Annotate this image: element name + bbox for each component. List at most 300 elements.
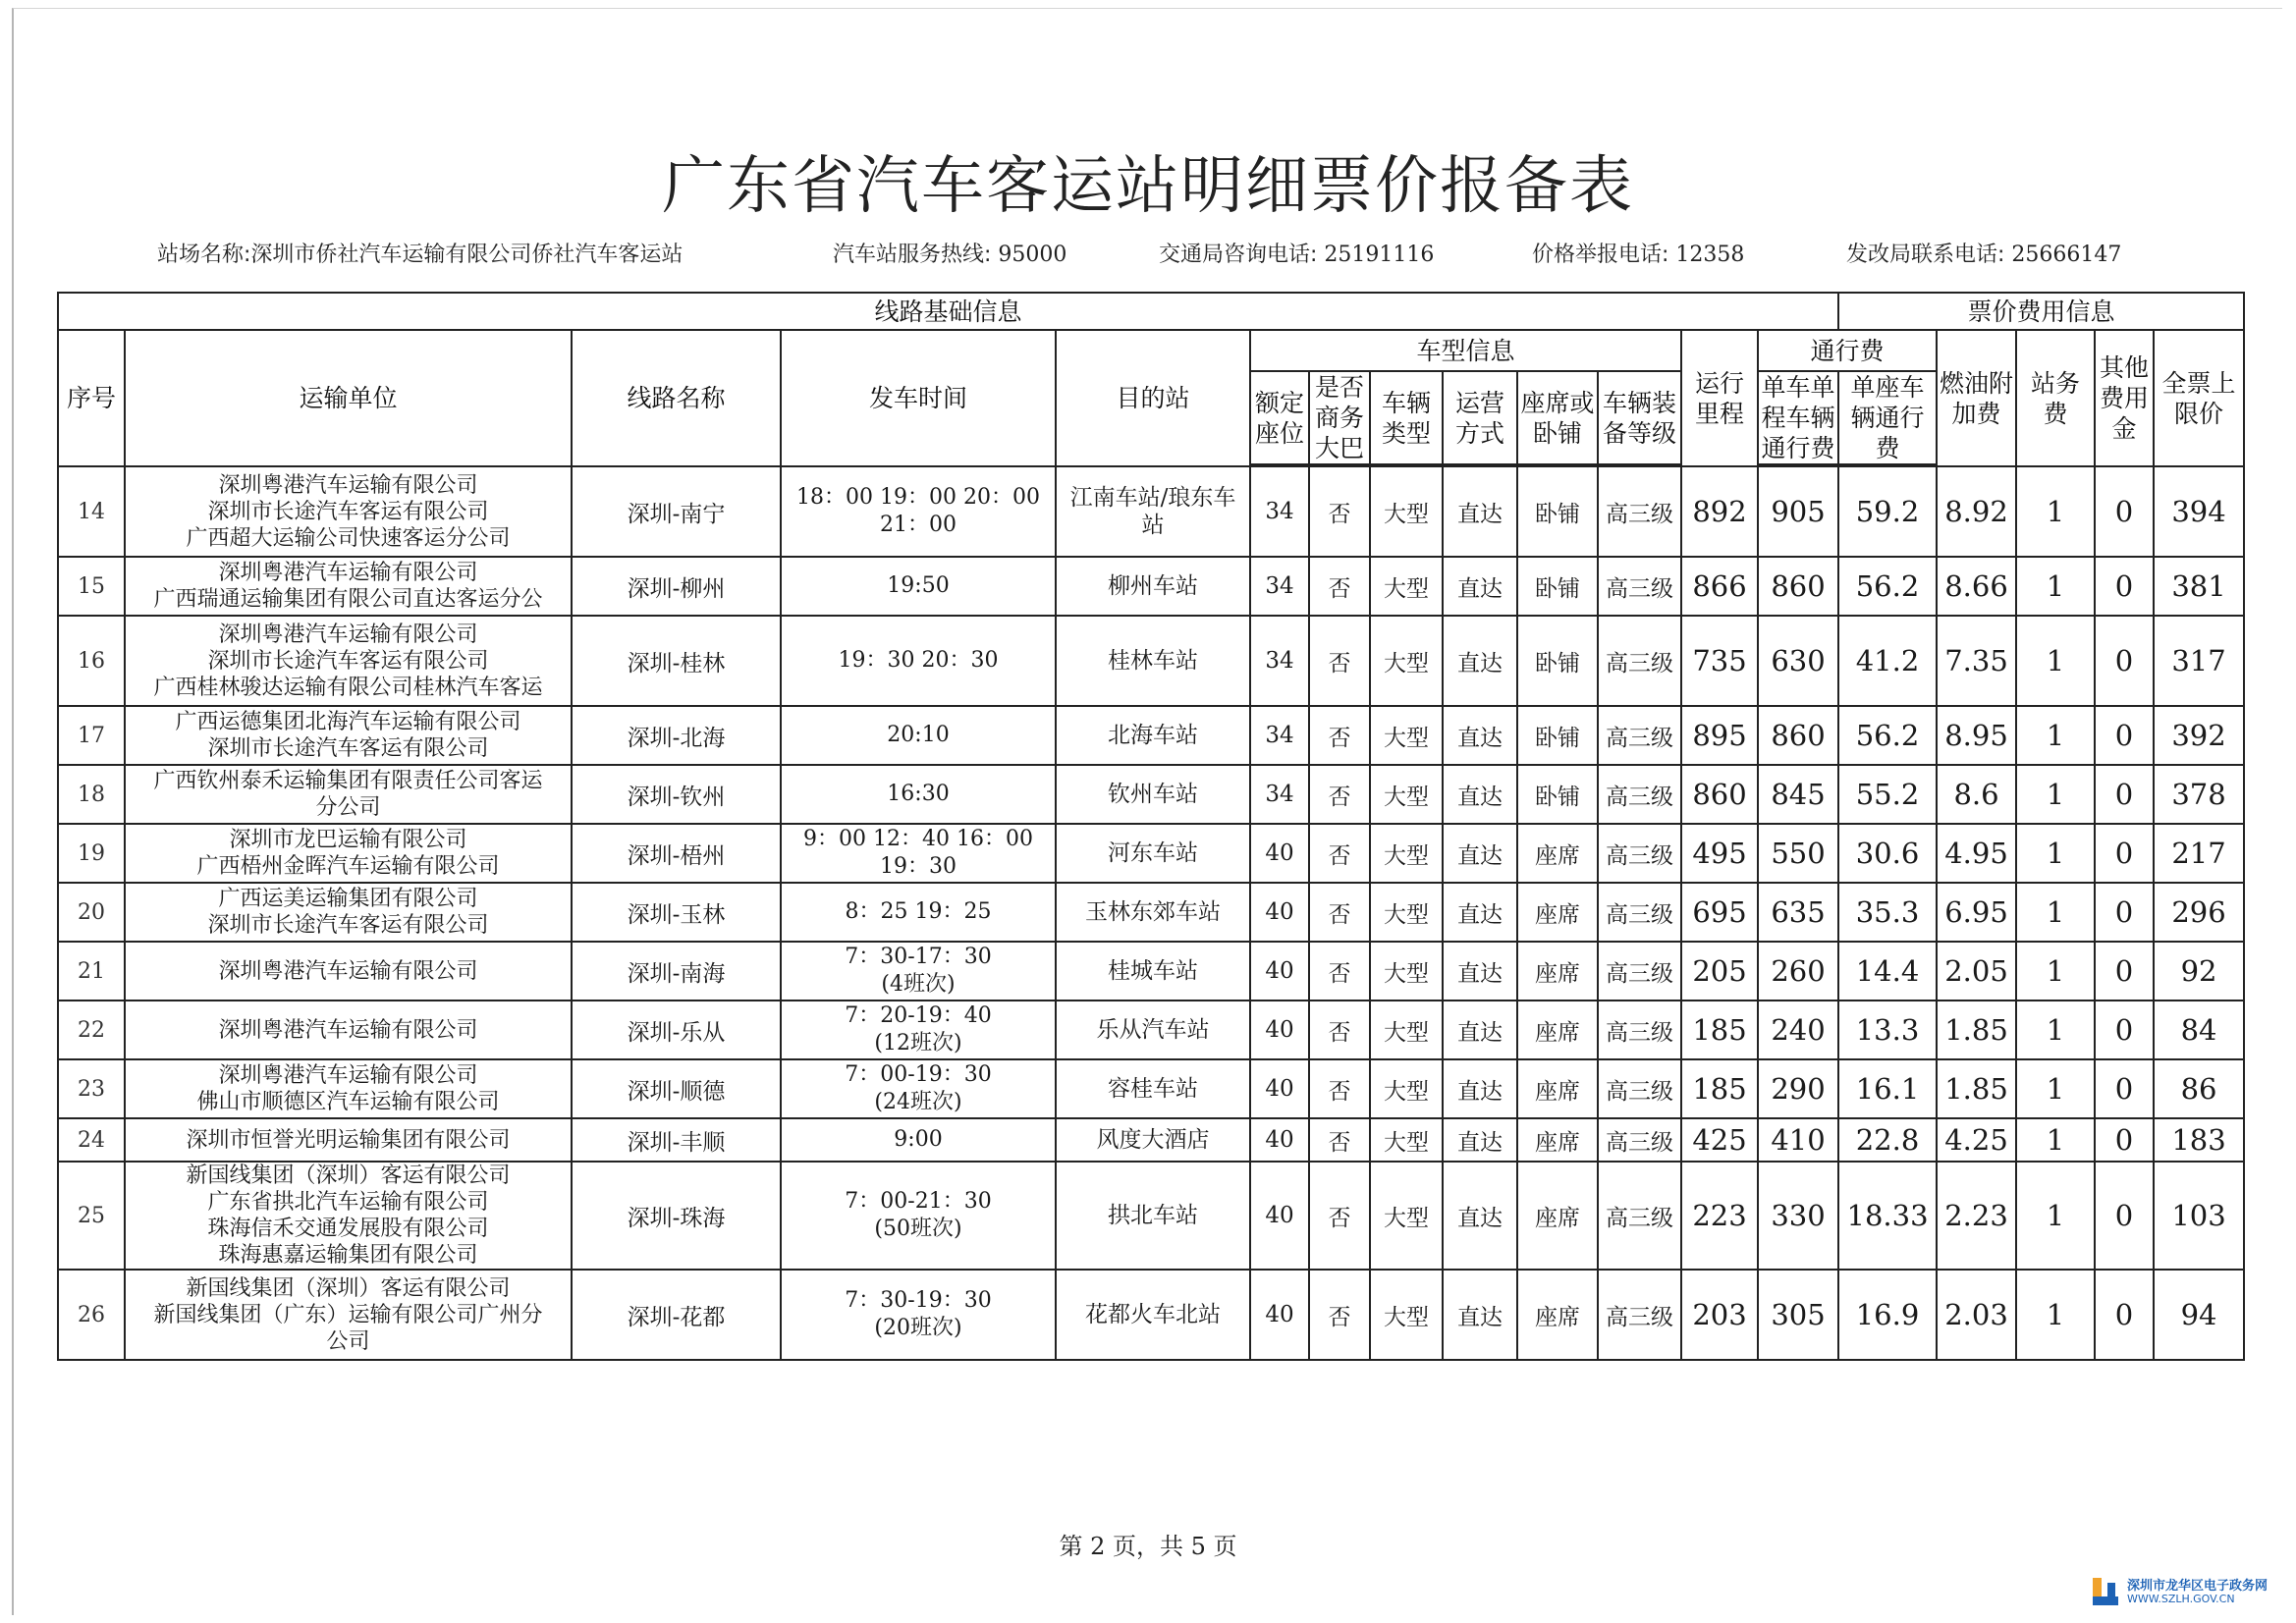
cell-departure (781, 1270, 1056, 1360)
transport-info (1159, 238, 1434, 268)
cell-mileage: 205 (1681, 942, 1758, 1001)
cell-operators (125, 1059, 572, 1118)
cell-toll-vehicle: 860 (1758, 706, 1838, 765)
cell-departure-line: 18：00 19：00 20：00 (796, 485, 1040, 510)
cell-toll-vehicle: 290 (1758, 1059, 1838, 1118)
cell-seq: 18 (58, 765, 125, 824)
cell-operators (125, 466, 572, 557)
cell-toll-seat: 56.2 (1838, 557, 1937, 616)
cell-operation: 直达 (1443, 1059, 1517, 1118)
price-label: 价格举报电话: (1532, 243, 1669, 267)
cell-route: 深圳-丰顺 (572, 1118, 781, 1162)
cell-mileage: 223 (1681, 1162, 1758, 1270)
cell-max-fare: 183 (2154, 1118, 2244, 1162)
cell-destination-line: 玉林东郊车站 (1085, 899, 1221, 925)
cell-seat-type: 卧铺 (1517, 466, 1598, 557)
cell-max-fare: 296 (2154, 883, 2244, 942)
cell-destination-line: 柳州车站 (1108, 573, 1198, 599)
table-row (58, 1059, 2244, 1118)
transport-label: 交通局咨询电话: (1159, 243, 1318, 267)
cell-seats: 34 (1250, 765, 1309, 824)
cell-grade: 高三级 (1598, 1118, 1681, 1162)
cell-toll-seat: 22.8 (1838, 1118, 1937, 1162)
cell-mileage: 895 (1681, 706, 1758, 765)
cell-business: 否 (1309, 466, 1370, 557)
cell-fuel: 4.25 (1937, 1118, 2016, 1162)
cell-seq: 17 (58, 706, 125, 765)
watermark-url: WWW.SZLH.GOV.CN (2127, 1593, 2235, 1605)
cell-other-fee: 0 (2095, 883, 2154, 942)
cell-operators-line: 新国线集团（广东）运输有限公司广州分 (153, 1302, 543, 1327)
cell-station-fee: 1 (2016, 942, 2095, 1001)
cell-toll-seat: 56.2 (1838, 706, 1937, 765)
cell-station-fee: 1 (2016, 616, 2095, 706)
cell-departure-line: 7：00-21：30 (845, 1189, 992, 1214)
cell-other-fee: 0 (2095, 824, 2154, 883)
cell-fuel: 4.95 (1937, 824, 2016, 883)
cell-fuel: 8.95 (1937, 706, 2016, 765)
cell-destination-line: 河东车站 (1108, 840, 1198, 866)
cell-destination (1056, 942, 1250, 1001)
cell-vehicle-type: 大型 (1370, 706, 1443, 765)
cell-seat-type: 座席 (1517, 1270, 1598, 1360)
cell-vehicle-type: 大型 (1370, 824, 1443, 883)
cell-operators-line: 深圳市长途汽车客运有限公司 (207, 499, 489, 524)
cell-operation: 直达 (1443, 466, 1517, 557)
cell-destination (1056, 1270, 1250, 1360)
cell-toll-vehicle: 860 (1758, 557, 1838, 616)
cell-station-fee: 1 (2016, 765, 2095, 824)
table-row (58, 1118, 2244, 1162)
header-operation: 运营方式 (1443, 371, 1517, 464)
cell-seq: 26 (58, 1270, 125, 1360)
cell-seats: 34 (1250, 557, 1309, 616)
cell-max-fare: 103 (2154, 1162, 2244, 1270)
cell-operators (125, 1001, 572, 1059)
cell-operators (125, 942, 572, 1001)
cell-fuel: 2.03 (1937, 1270, 2016, 1360)
cell-departure (781, 1001, 1056, 1059)
cell-seats: 40 (1250, 1001, 1309, 1059)
cell-operation: 直达 (1443, 765, 1517, 824)
cell-destination (1056, 1118, 1250, 1162)
cell-operators-line: 分公司 (315, 795, 381, 820)
cell-seq: 20 (58, 883, 125, 942)
cell-business: 否 (1309, 557, 1370, 616)
cell-seat-type: 座席 (1517, 883, 1598, 942)
header-max-fare: 全票上限价 (2154, 330, 2244, 466)
cell-grade: 高三级 (1598, 557, 1681, 616)
cell-departure-line: 16:30 (887, 782, 950, 806)
cell-destination (1056, 706, 1250, 765)
cell-operators-line: 深圳市长途汽车客运有限公司 (207, 736, 489, 761)
group-toll: 通行费 (1758, 330, 1937, 371)
cell-operators-line: 深圳粤港汽车运输有限公司 (218, 622, 478, 647)
cell-operators-line: 广西桂林骏达运输有限公司桂林汽车客运 (153, 675, 543, 700)
cell-seats: 34 (1250, 616, 1309, 706)
cell-departure-line: 19：30 20：30 (838, 648, 999, 673)
header-seat-type: 座席或卧铺 (1517, 371, 1598, 464)
cell-departure-line: (20班次) (874, 1316, 962, 1340)
cell-operation: 直达 (1443, 1270, 1517, 1360)
station-label: 站场名称: (157, 243, 251, 267)
cell-seat-type: 座席 (1517, 1162, 1598, 1270)
header-route-name: 线路名称 (572, 330, 781, 466)
cell-vehicle-type: 大型 (1370, 1118, 1443, 1162)
cell-toll-vehicle: 550 (1758, 824, 1838, 883)
header-departure: 发车时间 (781, 330, 1056, 466)
cell-business: 否 (1309, 1001, 1370, 1059)
cell-other-fee: 0 (2095, 765, 2154, 824)
cell-departure (781, 466, 1056, 557)
header-vehicle-type: 车辆类型 (1370, 371, 1443, 464)
cell-grade: 高三级 (1598, 616, 1681, 706)
cell-route: 深圳-柳州 (572, 557, 781, 616)
price-info (1532, 238, 1744, 268)
ndrc-label: 发改局联系电话: (1846, 243, 2005, 267)
cell-operators (125, 1118, 572, 1162)
cell-operators (125, 706, 572, 765)
cell-station-fee: 1 (2016, 1001, 2095, 1059)
cell-seq: 22 (58, 1001, 125, 1059)
cell-departure-line: (12班次) (874, 1031, 962, 1055)
cell-destination (1056, 1001, 1250, 1059)
cell-mileage: 185 (1681, 1001, 1758, 1059)
cell-other-fee: 0 (2095, 1001, 2154, 1059)
cell-other-fee: 0 (2095, 942, 2154, 1001)
lh-logo-icon (2090, 1575, 2123, 1608)
header-destination: 目的站 (1056, 330, 1250, 466)
group-vehicle-info: 车型信息 (1250, 330, 1681, 371)
cell-seq: 21 (58, 942, 125, 1001)
cell-operators-line: 深圳粤港汽车运输有限公司 (218, 561, 478, 585)
cell-vehicle-type: 大型 (1370, 765, 1443, 824)
cell-business: 否 (1309, 1270, 1370, 1360)
cell-operation: 直达 (1443, 1001, 1517, 1059)
table-row (58, 1162, 2244, 1270)
cell-operators-line: 珠海惠嘉运输集团有限公司 (218, 1243, 478, 1268)
cell-operators-line: 深圳粤港汽车运输有限公司 (218, 958, 478, 984)
cell-operators-line: 广西运美运输集团有限公司 (218, 887, 478, 911)
group-fare-info: 票价费用信息 (1838, 293, 2244, 330)
cell-route: 深圳-北海 (572, 706, 781, 765)
transport-phone: 25191116 (1324, 243, 1435, 267)
cell-operators-line: 广西钦州泰禾运输集团有限责任公司客运 (153, 769, 543, 793)
cell-station-fee: 1 (2016, 466, 2095, 557)
cell-seat-type: 座席 (1517, 1001, 1598, 1059)
cell-business: 否 (1309, 765, 1370, 824)
cell-mileage: 425 (1681, 1118, 1758, 1162)
watermark-name: 深圳市龙华区电子政务网 (2127, 1579, 2269, 1594)
cell-seats: 34 (1250, 706, 1309, 765)
header-operator: 运输单位 (125, 330, 572, 466)
cell-operators-line: 公司 (326, 1328, 370, 1354)
page-title: 广东省汽车客运站明细票价报备表 (662, 150, 1634, 223)
cell-max-fare: 381 (2154, 557, 2244, 616)
cell-seats: 40 (1250, 1118, 1309, 1162)
cell-destination (1056, 765, 1250, 824)
watermark-logo (2090, 1575, 2286, 1608)
hotline-number: 95000 (998, 243, 1067, 267)
cell-seats: 40 (1250, 1059, 1309, 1118)
group-route-basic: 线路基础信息 (58, 293, 1838, 330)
cell-destination-line: 桂城车站 (1108, 958, 1198, 984)
cell-operators-line: 珠海信禾交通发展股有限公司 (207, 1217, 489, 1241)
cell-departure (781, 883, 1056, 942)
cell-mileage: 203 (1681, 1270, 1758, 1360)
station-info (157, 238, 683, 268)
hotline-info (833, 238, 1066, 268)
cell-seats: 40 (1250, 1162, 1309, 1270)
cell-mileage: 695 (1681, 883, 1758, 942)
cell-grade: 高三级 (1598, 942, 1681, 1001)
cell-departure-line: 8：25 19：25 (845, 899, 992, 924)
cell-seat-type: 座席 (1517, 1059, 1598, 1118)
cell-other-fee: 0 (2095, 1118, 2154, 1162)
cell-seq: 16 (58, 616, 125, 706)
cell-operation: 直达 (1443, 883, 1517, 942)
cell-mileage: 185 (1681, 1059, 1758, 1118)
cell-operators-line: 深圳市长途汽车客运有限公司 (207, 913, 489, 938)
cell-toll-seat: 30.6 (1838, 824, 1937, 883)
ndrc-phone: 25666147 (2011, 243, 2122, 267)
cell-departure-line: 19:50 (887, 573, 950, 598)
cell-max-fare: 378 (2154, 765, 2244, 824)
cell-seat-type: 卧铺 (1517, 765, 1598, 824)
cell-seat-type: 座席 (1517, 942, 1598, 1001)
hotline-label: 汽车站服务热线: (833, 243, 992, 267)
cell-toll-vehicle: 635 (1758, 883, 1838, 942)
cell-operators-line: 新国线集团（深圳）客运有限公司 (186, 1163, 511, 1188)
cell-departure (781, 706, 1056, 765)
cell-grade: 高三级 (1598, 824, 1681, 883)
cell-route: 深圳-珠海 (572, 1162, 781, 1270)
cell-business: 否 (1309, 942, 1370, 1001)
cell-business: 否 (1309, 1162, 1370, 1270)
cell-other-fee: 0 (2095, 616, 2154, 706)
cell-departure (781, 765, 1056, 824)
cell-departure-line: 9:00 (894, 1127, 943, 1152)
table-row (58, 765, 2244, 824)
cell-departure-line: (4班次) (881, 972, 956, 997)
cell-departure (781, 1162, 1056, 1270)
cell-vehicle-type: 大型 (1370, 1162, 1443, 1270)
cell-departure-line: 7：20-19：40 (845, 1003, 992, 1028)
cell-operators-line: 深圳粤港汽车运输有限公司 (218, 1063, 478, 1088)
cell-operators-line: 广西瑞通运输集团有限公司直达客运分公 (153, 587, 543, 612)
cell-destination (1056, 824, 1250, 883)
cell-business: 否 (1309, 616, 1370, 706)
cell-other-fee: 0 (2095, 466, 2154, 557)
cell-operators (125, 1270, 572, 1360)
cell-seq: 19 (58, 824, 125, 883)
table-row (58, 616, 2244, 706)
cell-route: 深圳-梧州 (572, 824, 781, 883)
cell-vehicle-type: 大型 (1370, 557, 1443, 616)
cell-operators-line: 新国线集团（深圳）客运有限公司 (186, 1275, 511, 1301)
cell-operators-line: 深圳市长途汽车客运有限公司 (207, 648, 489, 674)
cell-toll-vehicle: 905 (1758, 466, 1838, 557)
cell-toll-seat: 41.2 (1838, 616, 1937, 706)
cell-grade: 高三级 (1598, 1162, 1681, 1270)
cell-operators-line: 深圳市龙巴运输有限公司 (229, 828, 467, 852)
cell-operators (125, 1162, 572, 1270)
cell-toll-seat: 16.9 (1838, 1270, 1937, 1360)
cell-station-fee: 1 (2016, 1162, 2095, 1270)
header-mileage: 运行里程 (1681, 330, 1758, 466)
cell-operators-line: 广西梧州金晖汽车运输有限公司 (196, 854, 500, 879)
cell-departure-line: 7：30-19：30 (845, 1288, 992, 1313)
cell-other-fee: 0 (2095, 1059, 2154, 1118)
header-grade: 车辆装备等级 (1598, 371, 1681, 464)
header-station-fee: 站务费 (2016, 330, 2095, 466)
cell-vehicle-type: 大型 (1370, 942, 1443, 1001)
header-business: 是否商务大巴 (1309, 371, 1370, 464)
cell-operators-line: 广东省拱北汽车运输有限公司 (207, 1190, 489, 1215)
table-row (58, 942, 2244, 1001)
cell-route: 深圳-南海 (572, 942, 781, 1001)
table-row (58, 706, 2244, 765)
cell-toll-vehicle: 410 (1758, 1118, 1838, 1162)
cell-operators (125, 883, 572, 942)
cell-route: 深圳-花都 (572, 1270, 781, 1360)
cell-toll-vehicle: 630 (1758, 616, 1838, 706)
cell-departure-line: 21：00 (880, 513, 957, 537)
table-row (58, 1270, 2244, 1360)
cell-toll-seat: 16.1 (1838, 1059, 1937, 1118)
cell-fuel: 1.85 (1937, 1001, 2016, 1059)
cell-toll-seat: 35.3 (1838, 883, 1937, 942)
cell-destination-line: 乐从汽车站 (1096, 1017, 1210, 1043)
cell-max-fare: 86 (2154, 1059, 2244, 1118)
cell-operation: 直达 (1443, 824, 1517, 883)
cell-destination-line: 钦州车站 (1108, 782, 1198, 807)
cell-station-fee: 1 (2016, 883, 2095, 942)
cell-operators-line: 佛山市顺德区汽车运输有限公司 (196, 1090, 500, 1114)
cell-toll-vehicle: 305 (1758, 1270, 1838, 1360)
header-seq: 序号 (58, 330, 125, 466)
cell-fuel: 8.92 (1937, 466, 2016, 557)
cell-seq: 14 (58, 466, 125, 557)
header-seats: 额定座位 (1250, 371, 1309, 464)
cell-route: 深圳-桂林 (572, 616, 781, 706)
cell-grade: 高三级 (1598, 466, 1681, 557)
cell-departure (781, 1118, 1056, 1162)
cell-max-fare: 84 (2154, 1001, 2244, 1059)
cell-business: 否 (1309, 706, 1370, 765)
table-head (58, 293, 2244, 466)
cell-toll-seat: 59.2 (1838, 466, 1937, 557)
table-body (58, 466, 2244, 1360)
cell-seq: 24 (58, 1118, 125, 1162)
cell-operation: 直达 (1443, 1162, 1517, 1270)
cell-seat-type: 卧铺 (1517, 706, 1598, 765)
cell-destination-line: 站 (1141, 513, 1165, 538)
cell-fuel: 2.23 (1937, 1162, 2016, 1270)
cell-grade: 高三级 (1598, 1001, 1681, 1059)
cell-max-fare: 94 (2154, 1270, 2244, 1360)
cell-operators-line: 广西超大运输公司快速客运分公司 (186, 525, 511, 551)
cell-route: 深圳-玉林 (572, 883, 781, 942)
cell-destination (1056, 466, 1250, 557)
cell-station-fee: 1 (2016, 1270, 2095, 1360)
cell-mileage: 495 (1681, 824, 1758, 883)
cell-seq: 15 (58, 557, 125, 616)
cell-departure-line: 19：30 (880, 854, 957, 879)
cell-business: 否 (1309, 883, 1370, 942)
cell-seat-type: 座席 (1517, 824, 1598, 883)
cell-toll-seat: 13.3 (1838, 1001, 1937, 1059)
table-row (58, 824, 2244, 883)
cell-operation: 直达 (1443, 557, 1517, 616)
cell-fuel: 8.6 (1937, 765, 2016, 824)
cell-seats: 40 (1250, 1270, 1309, 1360)
cell-destination-line: 花都火车北站 (1085, 1302, 1221, 1327)
cell-operation: 直达 (1443, 706, 1517, 765)
cell-fuel: 2.05 (1937, 942, 2016, 1001)
table-row (58, 557, 2244, 616)
cell-destination-line: 江南车站/琅东车 (1069, 485, 1236, 511)
cell-route: 深圳-钦州 (572, 765, 781, 824)
cell-route: 深圳-乐从 (572, 1001, 781, 1059)
cell-operation: 直达 (1443, 942, 1517, 1001)
cell-grade: 高三级 (1598, 1059, 1681, 1118)
cell-destination (1056, 1162, 1250, 1270)
cell-max-fare: 392 (2154, 706, 2244, 765)
cell-departure-line: 9：00 12：40 16：00 (803, 827, 1033, 851)
cell-business: 否 (1309, 1118, 1370, 1162)
cell-seats: 40 (1250, 883, 1309, 942)
cell-operators (125, 557, 572, 616)
price-phone: 12358 (1675, 243, 1745, 267)
cell-business: 否 (1309, 824, 1370, 883)
cell-operators-line: 深圳粤港汽车运输有限公司 (218, 1017, 478, 1043)
cell-grade: 高三级 (1598, 765, 1681, 824)
table-row (58, 883, 2244, 942)
cell-vehicle-type: 大型 (1370, 1270, 1443, 1360)
cell-route: 深圳-顺德 (572, 1059, 781, 1118)
cell-operators-line: 深圳粤港汽车运输有限公司 (218, 472, 478, 498)
cell-vehicle-type: 大型 (1370, 1001, 1443, 1059)
cell-vehicle-type: 大型 (1370, 466, 1443, 557)
cell-seats: 40 (1250, 824, 1309, 883)
cell-seat-type: 卧铺 (1517, 616, 1598, 706)
cell-operation: 直达 (1443, 1118, 1517, 1162)
cell-fuel: 6.95 (1937, 883, 2016, 942)
cell-other-fee: 0 (2095, 1270, 2154, 1360)
cell-fuel: 8.66 (1937, 557, 2016, 616)
cell-destination-line: 风度大酒店 (1096, 1127, 1210, 1153)
cell-mileage: 735 (1681, 616, 1758, 706)
ndrc-info (1846, 238, 2121, 268)
cell-departure-line: (24班次) (874, 1090, 962, 1114)
cell-other-fee: 0 (2095, 557, 2154, 616)
cell-departure (781, 1059, 1056, 1118)
cell-destination-line: 北海车站 (1108, 723, 1198, 748)
cell-departure (781, 942, 1056, 1001)
header-toll-vehicle: 单车单程车辆通行费 (1758, 371, 1838, 464)
cell-toll-vehicle: 260 (1758, 942, 1838, 1001)
header-fuel: 燃油附加费 (1937, 330, 2016, 466)
cell-operators (125, 824, 572, 883)
cell-other-fee: 0 (2095, 706, 2154, 765)
cell-destination (1056, 616, 1250, 706)
cell-seat-type: 卧铺 (1517, 557, 1598, 616)
cell-station-fee: 1 (2016, 824, 2095, 883)
cell-mileage: 866 (1681, 557, 1758, 616)
cell-route: 深圳-南宁 (572, 466, 781, 557)
cell-max-fare: 317 (2154, 616, 2244, 706)
